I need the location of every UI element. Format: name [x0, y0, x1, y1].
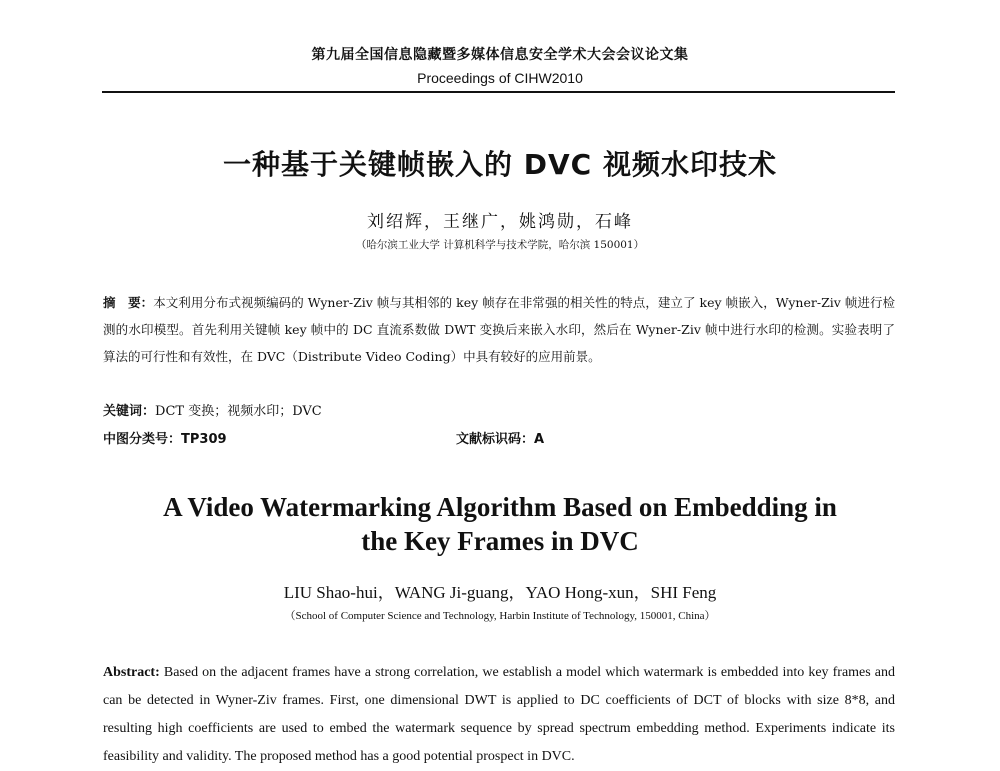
keywords-text: DCT 变换；视频水印；DVC	[155, 404, 322, 419]
proceedings-title-en: Proceedings of CIHW2010	[417, 70, 583, 86]
header-divider	[102, 91, 895, 93]
doc-code-value: A	[534, 432, 545, 447]
proceedings-title-cn: 第九届全国信息隐藏暨多媒体信息安全学术大会会议论文集	[311, 47, 689, 63]
paper-title-en-line1: A Video Watermarking Algorithm Based on Embedding in	[163, 492, 837, 522]
document-code	[456, 428, 544, 447]
abstract-cn	[103, 289, 895, 370]
affiliation-cn: （哈尔滨工业大学 计算机科学与技术学院，哈尔滨 150001）	[355, 239, 645, 251]
clc-number	[103, 428, 227, 447]
authors-en: LIU Shao-hui，WANG Ji-guang，YAO Hong-xun，SHI Feng	[283, 583, 717, 602]
paper-title-en-line2: the Key Frames in DVC	[361, 526, 639, 556]
clc-label: 中图分类号：	[103, 432, 182, 447]
authors-cn: 刘绍辉，王继广，姚鸿勋，石峰	[367, 212, 633, 232]
paper-title-cn: 一种基于关键帧嵌入的 DVC 视频水印技术	[223, 148, 777, 181]
paper-title-en	[0, 490, 1000, 558]
affiliation-en: （School of Computer Science and Technology, Harbin Institute of Technology, 150001, China）	[284, 610, 716, 622]
clc-value: TP309	[181, 432, 227, 447]
abstract-cn-label: 摘 要：	[103, 295, 154, 310]
keywords-cn	[103, 400, 322, 419]
doc-code-label: 文献标识码：	[456, 432, 535, 447]
abstract-en-label: Abstract:	[103, 665, 160, 680]
abstract-en-text: Based on the adjacent frames have a strong correlation, we establish a model which watermark is embedded into key frames and can be detected in Wyner-Ziv frames. First, one dimensional DWT is applied to DC coefficients of DCT of blocks with size 8*8, and resulting high coefficients are used to embed the watermark sequence by spread spectrum embedding method. Experiments indicate its feasibility and validity. The proposed method has a good potential prospect in DVC.	[103, 665, 896, 764]
abstract-en	[103, 659, 895, 771]
abstract-cn-text: 本文利用分布式视频编码的 Wyner-Ziv 帧与其相邻的 key 帧存在非常强的相关性的特点，建立了 key 帧嵌入，Wyner-Ziv 帧进行检测的水印模型。首先利用关键帧 key 帧中的 DC 直流系数做 DWT 变换后来嵌入水印，然后在 Wyner-Ziv 帧中进行水印的检测。实验表明了算法的可行性和有效性，在 DVC（Distribute Video Coding）中具有较好的应用前景。	[103, 295, 895, 364]
keywords-label: 关键词：	[103, 404, 156, 419]
